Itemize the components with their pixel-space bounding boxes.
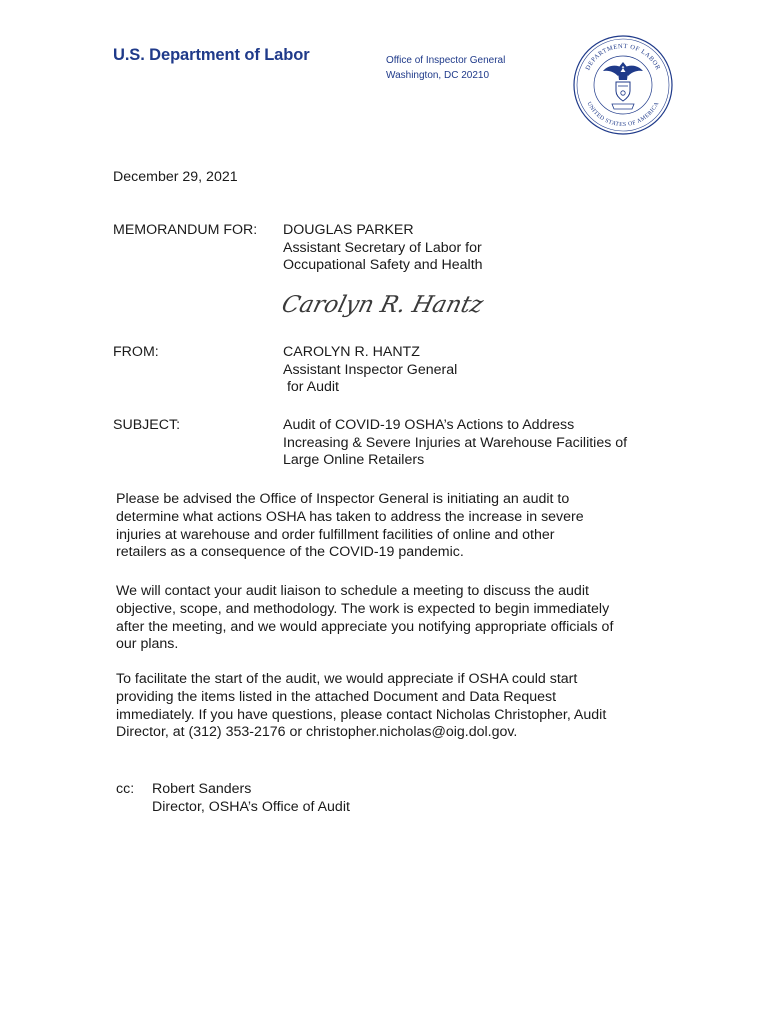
sender-title-line1: Assistant Inspector General: [283, 361, 458, 378]
office-name: Office of Inspector General: [386, 55, 506, 66]
svg-text:UNITED STATES OF AMERICA: [586, 101, 661, 128]
memo-for-recipient: [283, 222, 483, 275]
from-sender: [283, 344, 457, 397]
office-city: Washington, DC 20210: [386, 70, 490, 81]
subject-text: [283, 417, 627, 470]
sender-name: CAROLYN R. HANTZ: [283, 344, 420, 360]
paragraph-line: To facilitate the start of the audit, we would appreciate if OSHA could start: [116, 671, 578, 687]
paragraph-line: our plans.: [116, 636, 179, 653]
sender-title-line2: for Audit: [283, 379, 339, 395]
office-address: [386, 53, 505, 83]
signature-text: Carolyn R. Hantz: [279, 290, 487, 318]
memo-for-label: MEMORANDUM FOR:: [113, 222, 258, 238]
department-seal-icon: [572, 34, 674, 136]
paragraph-line: after the meeting, and we would appreciate you notifying appropriate officials of: [116, 618, 614, 635]
subject-line2: Increasing & Severe Injuries at Warehouse Facilities of: [283, 434, 628, 451]
svg-text:DEPARTMENT OF LABOR: [584, 43, 661, 72]
cc-recipient: [152, 781, 350, 816]
recipient-title-line2: Occupational Safety and Health: [283, 257, 483, 273]
paragraph-line: immediately. If you have questions, please contact Nicholas Christopher, Audit: [116, 706, 607, 723]
cc-title: Director, OSHA’s Office of Audit: [152, 798, 350, 815]
paragraph-line: Director, at (312) 353-2176 or christopher.nicholas@oig.dol.gov.: [116, 724, 518, 741]
paragraph-line: providing the items listed in the attached Document and Data Request: [116, 688, 557, 705]
seal-top-text: DEPARTMENT OF LABOR: [584, 42, 662, 72]
paragraph-line: retailers as a consequence of the COVID-19 pandemic.: [116, 544, 464, 561]
memo-date: December 29, 2021: [113, 169, 238, 185]
recipient-title-line1: Assistant Secretary of Labor for: [283, 239, 482, 256]
subject-label: SUBJECT:: [113, 417, 181, 433]
cc-name: Robert Sanders: [152, 781, 252, 797]
seal-bottom-text: UNITED STATES OF AMERICA: [585, 101, 661, 129]
from-label: FROM:: [113, 344, 159, 360]
paragraph-line: Please be advised the Office of Inspector General is initiating an audit to: [116, 491, 570, 507]
paragraph-line: objective, scope, and methodology. The work is expected to begin immediately: [116, 600, 610, 617]
paragraph-line: injuries at warehouse and order fulfillment facilities of online and other: [116, 526, 555, 543]
cc-label: cc:: [116, 781, 135, 797]
body-paragraph-1: [116, 491, 661, 562]
subject-line1: Audit of COVID-19 OSHA’s Actions to Address: [283, 417, 575, 433]
subject-line3: Large Online Retailers: [283, 452, 425, 468]
agency-name: U.S. Department of Labor: [113, 46, 310, 64]
recipient-name: DOUGLAS PARKER: [283, 222, 414, 238]
body-paragraph-3: [116, 671, 661, 742]
handwritten-signature: [278, 282, 487, 326]
paragraph-line: determine what actions OSHA has taken to address the increase in severe: [116, 508, 584, 525]
paragraph-line: We will contact your audit liaison to schedule a meeting to discuss the audit: [116, 583, 589, 599]
body-paragraph-2: [116, 583, 661, 654]
